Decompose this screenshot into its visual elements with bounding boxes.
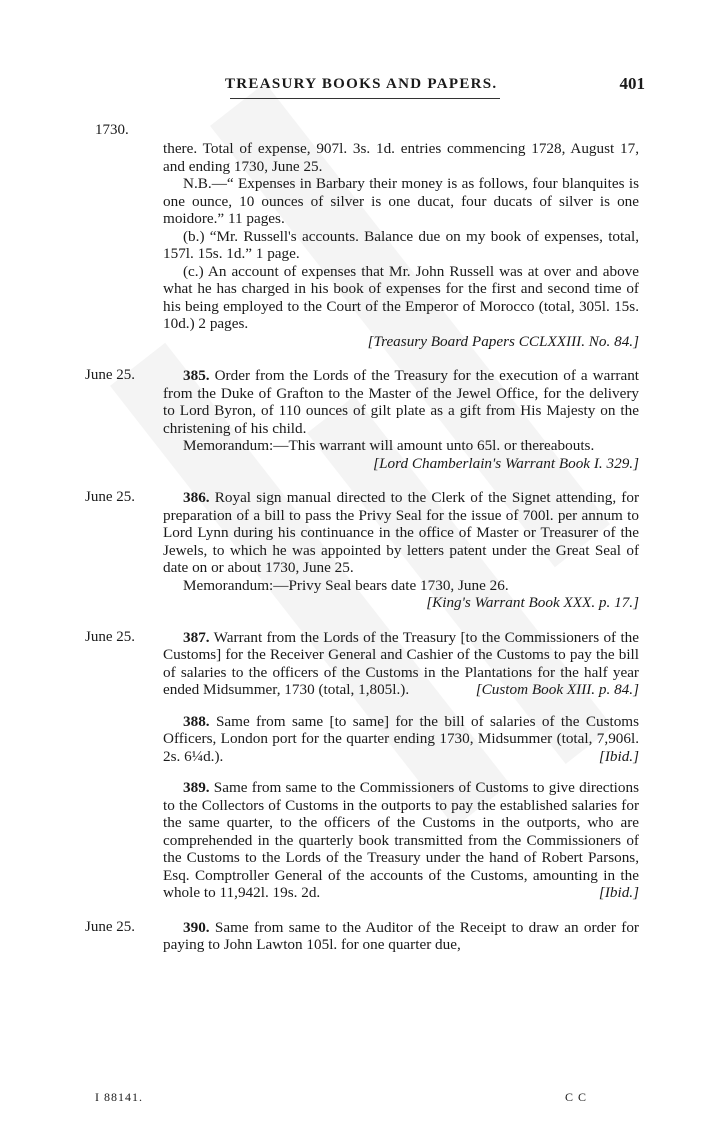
entry-body: Royal sign manual directed to the Clerk of the Signet attending, for preparation of a bill to pass the Privy Seal for the issue of 700l. per annum to Lord Lynn during his continuance in the office of Master or Treasurer of the Jewels, to which he was appointed by letters patent under the Great Seal of date on or about 1730, June 25.	[163, 489, 639, 576]
citation: [King's Warrant Book XXX. p. 17.]	[426, 594, 639, 611]
entry-text	[163, 367, 639, 437]
entry-385	[85, 367, 640, 472]
entry-number: 390.	[183, 918, 210, 936]
page-header	[225, 76, 645, 100]
entry-text	[163, 919, 639, 954]
entry-continued	[163, 140, 639, 350]
gathering-mark: C C	[565, 1090, 588, 1104]
entry-body: Warrant from the Lords of the Treasury [to the Commissioners of the Customs] for the Receiver General and Cashier of the Customs to pay the bill of salaries to the officers of the Customs in the Plantations for the half year ended Midsummer, 1730 (total, 1,805l.).	[163, 628, 639, 698]
running-title: TREASURY BOOKS AND PAPERS.	[225, 76, 498, 92]
memorandum: Memorandum:—Privy Seal bears date 1730, June 26.	[183, 576, 509, 594]
entry-number: 387.	[183, 628, 210, 646]
entry-387	[85, 628, 639, 699]
entry-body: Same from same [to same] for the bill of salaries of the Customs Officers, London port for the quarter ending 1730, Midsummer (total, 7,906l. 2s. 6¼d.).	[163, 712, 640, 765]
entry-body: Order from the Lords of the Treasury for the execution of a warrant from the Duke of Grafton to the Master of the Jewel Office, for the delivery to Lord Byron, of 110 ounces of gilt plate as a gift from His Majesty on the christening of his child.	[163, 367, 640, 437]
entry-text	[163, 713, 639, 766]
memorandum	[163, 437, 639, 472]
entry-390	[85, 918, 639, 954]
paragraph: (b.) “Mr. Russell's accounts. Balance due on my book of expenses, total, 157l. 15s. 1d.” 1 page.	[163, 227, 639, 262]
entry-number: 388.	[183, 712, 210, 730]
entry-date: June 25.	[85, 489, 135, 505]
entry-date: June 25.	[85, 367, 135, 383]
citation: [Ibid.]	[598, 884, 639, 901]
header-rule	[230, 98, 500, 99]
entry-date: June 25.	[85, 918, 135, 935]
memorandum-text: Memorandum:—This warrant will amount unto 65l. or thereabouts.	[183, 437, 595, 454]
citation: [Ibid.]	[598, 747, 639, 765]
printer-signature: I 88141.	[95, 1090, 143, 1104]
entry-text	[163, 779, 639, 902]
paragraph: N.B.—“ Expenses in Barbary their money is as follows, four blanquites is one ounce, 10 ounces of silver is one ducat, four ducats of silver is one moidore.” 11 pages.	[163, 175, 639, 227]
paragraph: there. Total of expense, 907l. 3s. 1d. entries commencing 1728, August 17, and ending 1730, June 25.	[163, 140, 639, 175]
citation: [Treasury Board Papers CCLXXIII. No. 84.]	[367, 332, 639, 350]
entry-body: Same from same to the Commissioners of Customs to give directions to the Collectors of Customs in the outports to pay the established salaries for the same quarter, to the officers of the Customs in the outports, who are comprehended in the quarterly book transmitted from the Commissioners of the Customs to the Lords of the Treasury under the hand of Robert Parsons, Esq. Comptroller General of the accounts of the Customs, amounting in the whole to 11,942l. 19s. 2d.	[163, 779, 639, 901]
entry-body: Same from same to the Auditor of the Receipt to draw an order for paying to John Lawton 105l. for one quarter due,	[163, 918, 639, 953]
entry-text	[163, 629, 639, 699]
entry-388	[163, 713, 639, 766]
entry-389	[163, 779, 639, 902]
entry-date: June 25.	[85, 628, 135, 645]
page-body	[85, 140, 640, 954]
entry-386	[85, 489, 639, 612]
entry-number: 386.	[183, 489, 210, 506]
citation: [Lord Chamberlain's Warrant Book I. 329.]	[373, 454, 639, 472]
margin-year: 1730.	[95, 122, 129, 138]
page-number: 401	[619, 74, 645, 93]
paragraph: (c.) An account of expenses that Mr. John Russell was at over and above what he has charged in his book of expenses for the first and second time of his being employed to the Court of the Emperor of Morocco (total, 305l. 15s. 10d.) 2 pages.	[163, 262, 639, 332]
entry-number: 389.	[183, 779, 210, 796]
citation: [Custom Book XIII. p. 84.]	[475, 681, 639, 698]
entry-text	[163, 489, 639, 577]
entry-number: 385.	[183, 367, 210, 384]
